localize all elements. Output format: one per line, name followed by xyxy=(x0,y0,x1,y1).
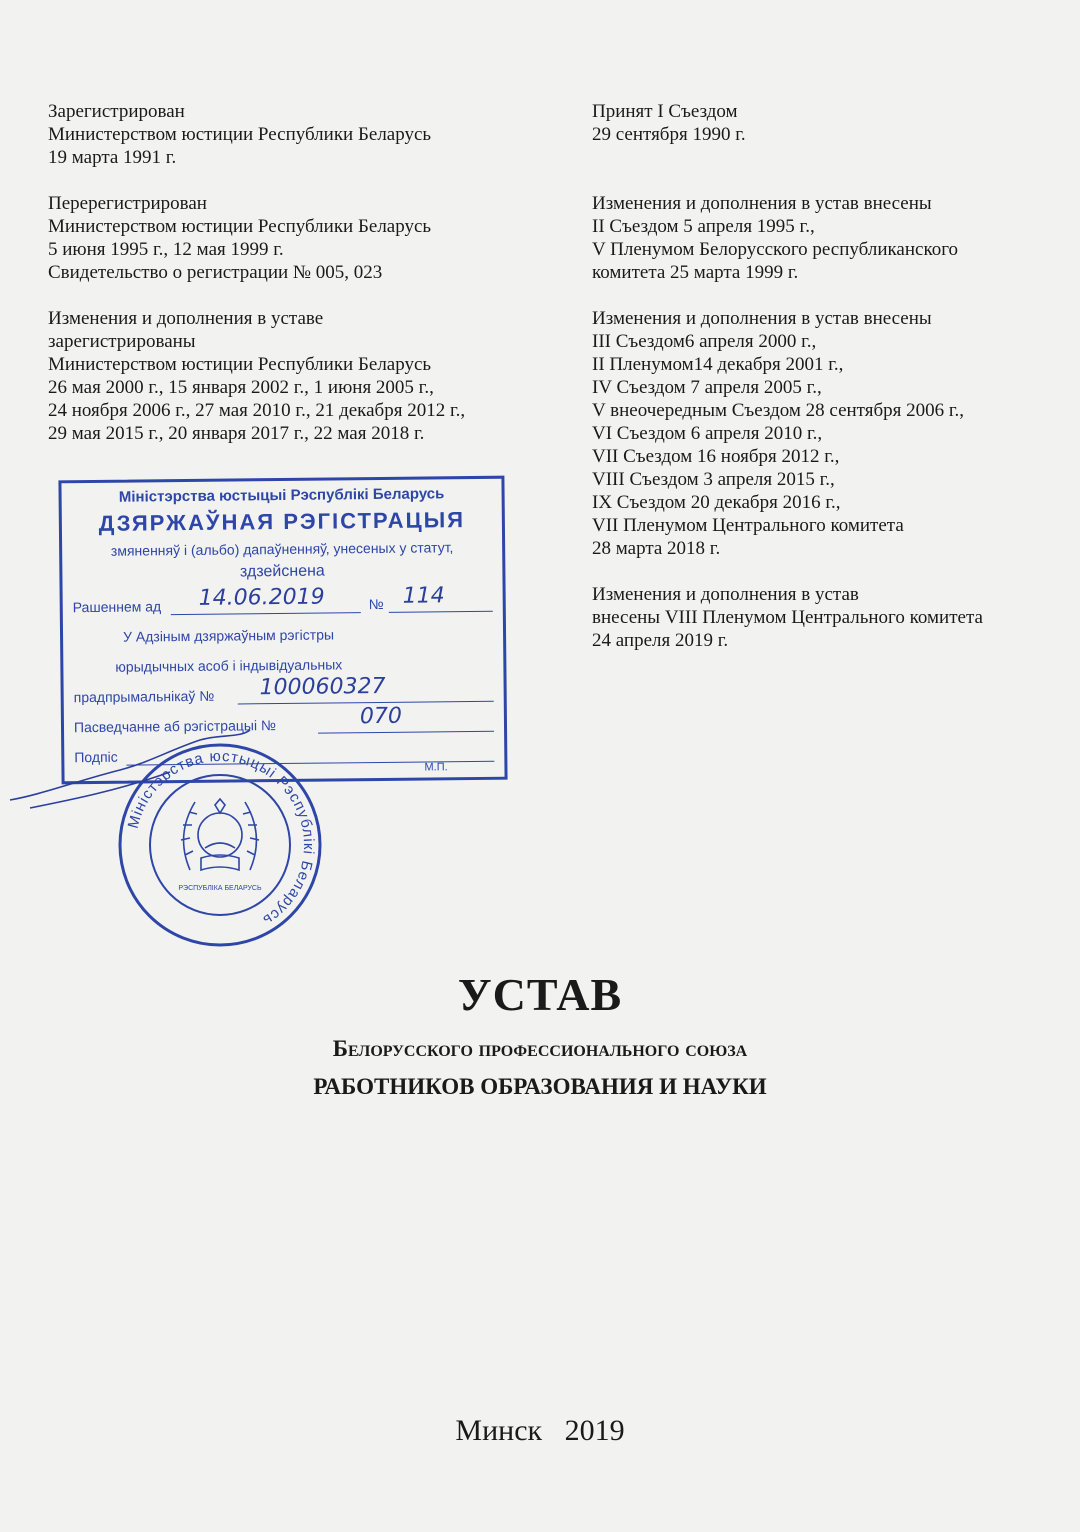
stamp-unp: 100060327 xyxy=(259,673,386,701)
stamp-sign-label: Подпіс xyxy=(74,748,118,766)
stamp-cert-label: Пасведчанне аб рэгістрацыі № xyxy=(73,717,277,736)
amend1-line: II Съездом 5 апреля 1995 г., xyxy=(592,216,815,237)
registration-column xyxy=(48,100,568,445)
amend2-line: VIII Съездом 3 апреля 2015 г., xyxy=(592,469,835,490)
subtitle-line-1: Белорусского профессионального союза xyxy=(332,1036,748,1061)
amend-reg-line: 29 мая 2015 г., 20 января 2017 г., 22 мая 2018 г. xyxy=(48,423,425,444)
subtitle-line-2: РАБОТНИКОВ ОБРАЗОВАНИЯ И НАУКИ xyxy=(313,1074,767,1099)
amend2-line: Изменения и дополнения в устав внесены xyxy=(592,308,932,329)
adopted-line: Принят I Съездом xyxy=(592,101,738,122)
rereg-line: 5 июня 1995 г., 12 мая 1999 г. xyxy=(48,239,284,260)
amend-reg-line: 24 ноября 2006 г., 27 мая 2010 г., 21 декабря 2012 г., xyxy=(48,400,466,421)
stamp-number-label: № xyxy=(368,595,384,613)
adoption-column xyxy=(592,100,1072,652)
stamp-ministry: Міністэрства юстыцыі Рэспублікі Беларусь xyxy=(118,485,445,506)
stamp-decision-label: Рашеннем ад xyxy=(72,598,162,616)
stamp-title: ДЗЯРЖАЎНАЯ РЭГІСТРАЦЫЯ xyxy=(98,507,466,536)
amend2-line: VII Съездом 16 ноября 2012 г., xyxy=(592,446,840,467)
reg-line: Зарегистрирован xyxy=(48,101,185,122)
amend-reg-line: 26 мая 2000 г., 15 января 2002 г., 1 июня 2005 г., xyxy=(48,377,434,398)
amend2-line: II Пленумом14 декабря 2001 г., xyxy=(592,354,844,375)
stamp-decision-date: 14.06.2019 xyxy=(198,584,325,611)
amend1-line: V Пленумом Белорусского республиканского xyxy=(592,239,959,260)
amend-reg-line: Изменения и дополнения в уставе xyxy=(48,308,324,329)
reg-line: 19 марта 1991 г. xyxy=(48,147,177,168)
rereg-line: Перерегистрирован xyxy=(48,193,207,214)
reg-line: Министерством юстиции Республики Беларусь xyxy=(48,124,432,145)
amend2-line: IV Съездом 7 апреля 2005 г., xyxy=(592,377,822,398)
signature xyxy=(0,700,300,820)
stamp-subtitle: змяненняў і (альбо) дапаўненняў, унесеных у статут, xyxy=(110,539,454,559)
amend-reg-line: Министерством юстиции Республики Беларусь xyxy=(48,354,432,375)
amend2-line: VII Пленумом Центрального комитета xyxy=(592,515,904,536)
amend3-line: Изменения и дополнения в устав xyxy=(592,584,859,605)
stamp-mp-label: М.П. xyxy=(424,761,448,774)
adopted-line: 29 сентября 1990 г. xyxy=(592,124,746,145)
amend1-line: комитета 25 марта 1999 г. xyxy=(592,262,799,283)
amend2-line: V внеочередным Съездом 28 сентября 2006 г., xyxy=(592,400,965,421)
document-title: УСТАВ xyxy=(457,969,623,1020)
amend2-line: 28 марта 2018 г. xyxy=(592,538,721,559)
stamp-cert-value: 070 xyxy=(359,703,403,730)
stamp-entrepreneurs-label: прадпрымальнікаў № xyxy=(73,687,215,706)
stamp-register-line1: У Адзіным дзяржаўным рэгістры xyxy=(122,626,335,645)
amend3-line: внесены VIII Пленумом Центрального комитета xyxy=(592,607,983,628)
amend1-line: Изменения и дополнения в устав внесены xyxy=(592,193,932,214)
rereg-line: Министерством юстиции Республики Беларусь xyxy=(48,216,432,237)
seal-ring-text: Міністэрства юстыцыі Рэспублікі Беларусь xyxy=(124,747,318,930)
emblem-text: РЭСПУБЛІКА БЕЛАРУСЬ xyxy=(178,885,262,892)
amend3-line: 24 апреля 2019 г. xyxy=(592,630,729,651)
amend2-line: VI Съездом 6 апреля 2010 г., xyxy=(592,423,823,444)
amend-reg-line: зарегистрированы xyxy=(48,331,196,352)
stamp-number-value: 114 xyxy=(402,583,445,609)
stamp-register-line2: юрыдычных асоб і індывідуальных xyxy=(115,656,343,675)
stamp-done: здзейснена xyxy=(239,562,325,581)
amend2-line: IX Съездом 20 декабря 2016 г., xyxy=(592,492,841,513)
city-year: Минск 2019 xyxy=(455,1414,625,1447)
document-subtitle xyxy=(0,1030,1080,1106)
rereg-line: Свидетельство о регистрации № 005, 023 xyxy=(48,262,383,283)
amend2-line: III Съездом6 апреля 2000 г., xyxy=(592,331,817,352)
